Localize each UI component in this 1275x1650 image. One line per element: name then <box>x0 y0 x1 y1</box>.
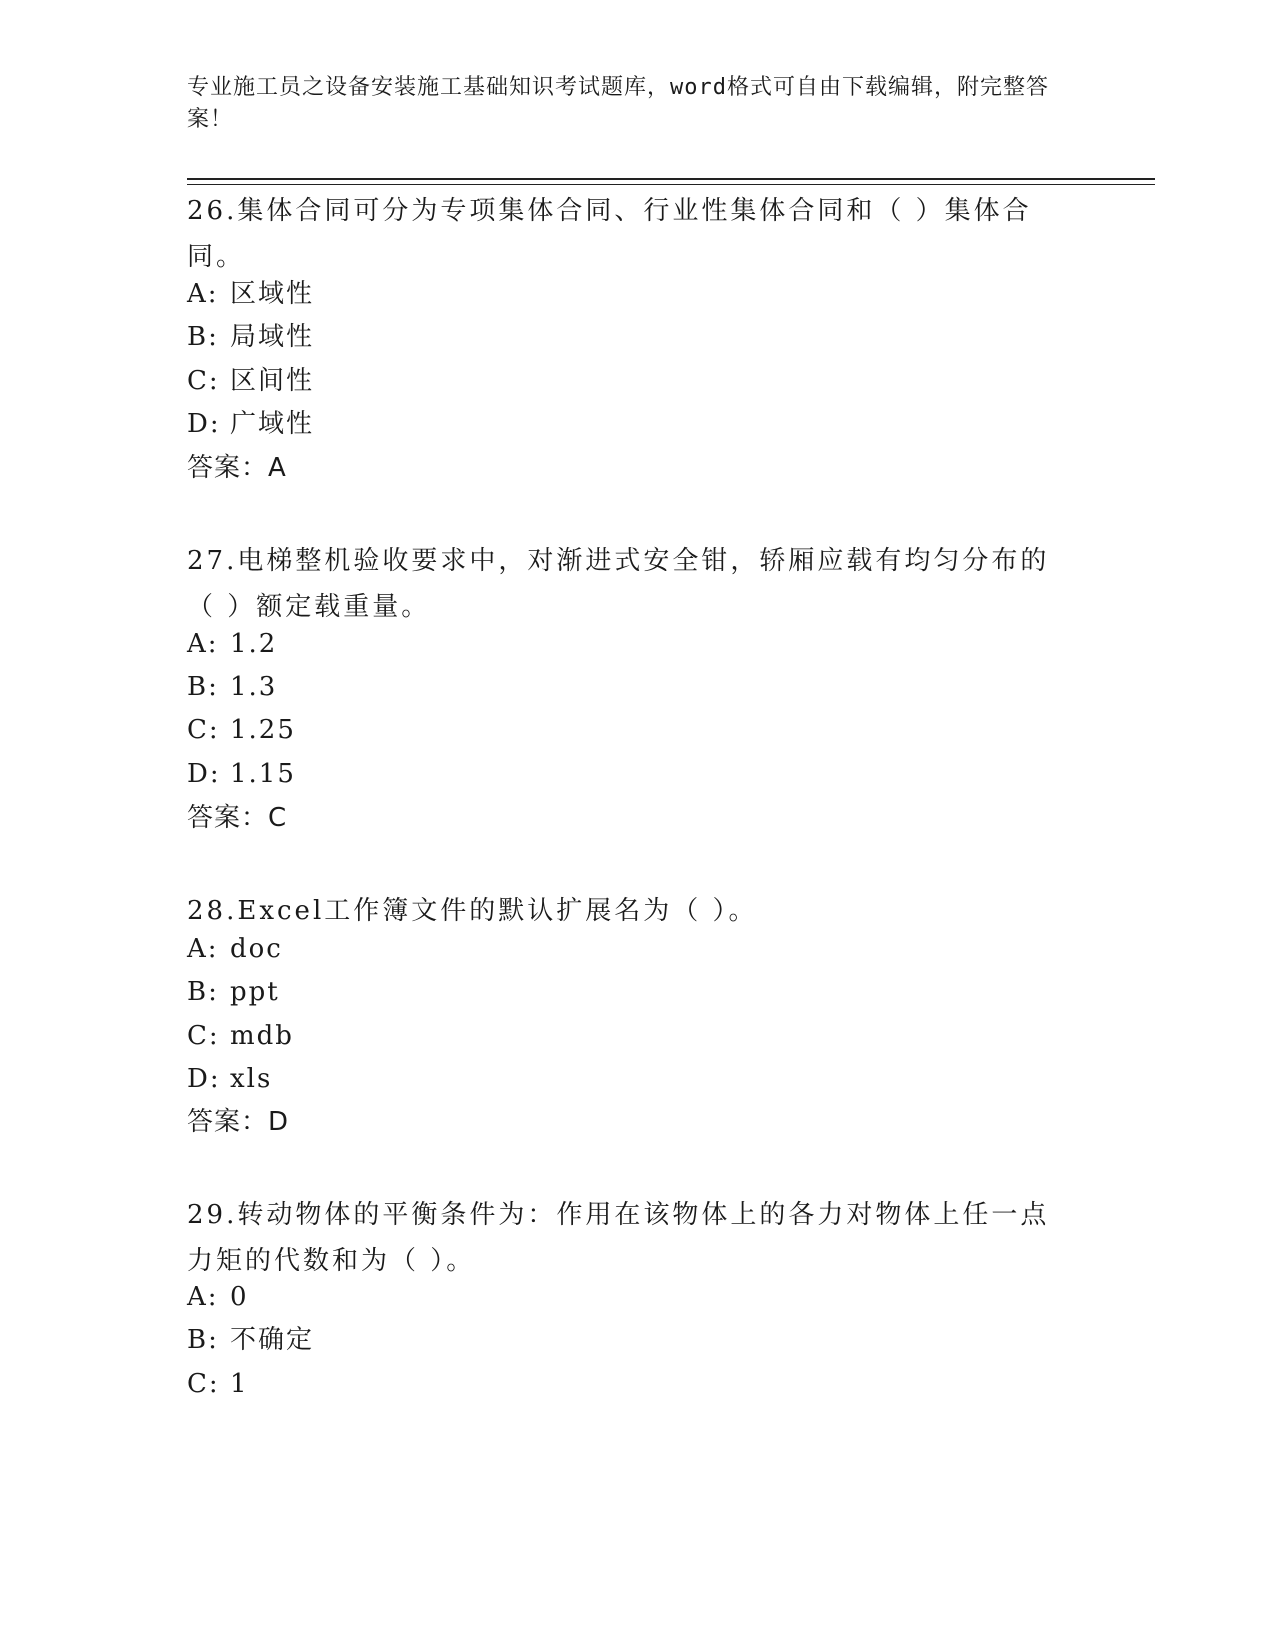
question-28-answer: 答案：D <box>187 1107 290 1137</box>
question-27-option-d <box>187 756 296 792</box>
question-27-text: 27.电梯整机验收要求中，对渐进式安全钳，轿厢应载有均匀分布的（ ）额定载重量。 <box>187 546 1050 622</box>
option-text: 1.3 <box>230 672 278 702</box>
option-label: A: <box>187 279 219 309</box>
question-26-option-a <box>187 276 314 312</box>
question-29-option-b <box>187 1322 314 1358</box>
question-27-option-a <box>187 626 277 662</box>
option-label: C: <box>187 1369 220 1399</box>
option-text: 不确定 <box>230 1325 315 1355</box>
option-label: C: <box>187 366 220 396</box>
question-29-text: 29.转动物体的平衡条件为：作用在该物体上的各力对物体上任一点力矩的代数和为（ ）。 <box>187 1200 1050 1276</box>
option-text: 0 <box>230 1282 249 1312</box>
question-26-text: 26.集体合同可分为专项集体合同、行业性集体合同和（ ）集体合同。 <box>187 196 1032 272</box>
option-label: C: <box>187 1021 220 1051</box>
option-label: B: <box>187 322 219 352</box>
option-text: ppt <box>230 977 280 1007</box>
question-27-answer: 答案：C <box>187 803 288 833</box>
option-text: xls <box>230 1064 273 1094</box>
question-28-option-c <box>187 1018 294 1054</box>
question-26-option-c <box>187 363 314 399</box>
question-28-option-b <box>187 974 280 1010</box>
option-text: 1.15 <box>230 759 296 789</box>
option-label: A: <box>187 1282 219 1312</box>
option-label: A: <box>187 934 219 964</box>
question-29-option-a <box>187 1279 249 1315</box>
option-text: doc <box>230 934 283 964</box>
option-text: 局域性 <box>230 322 315 352</box>
option-text: 1.25 <box>230 715 296 745</box>
option-text: 广域性 <box>230 409 315 439</box>
question-26-answer: 答案：A <box>187 453 287 483</box>
question-26-option-d <box>187 406 314 442</box>
option-label: B: <box>187 977 219 1007</box>
question-27-option-b <box>187 669 277 705</box>
question-28-option-a <box>187 931 283 967</box>
option-text: 1.2 <box>230 629 278 659</box>
option-label: D: <box>187 759 221 789</box>
question-28-option-d <box>187 1061 272 1097</box>
option-text: 区间性 <box>230 366 315 396</box>
document-header: 专业施工员之设备安装施工基础知识考试题库，word格式可自由下载编辑，附完整答案！ <box>187 75 1049 132</box>
question-29-option-c <box>187 1366 249 1402</box>
option-label: A: <box>187 629 219 659</box>
header-divider <box>187 178 1155 180</box>
option-label: B: <box>187 1325 219 1355</box>
option-text: 区域性 <box>230 279 315 309</box>
question-26-option-b <box>187 319 314 355</box>
option-label: D: <box>187 409 221 439</box>
question-28-text: 28.Excel工作簿文件的默认扩展名为（ ）。 <box>187 896 758 926</box>
header-divider-thin <box>187 184 1155 185</box>
option-label: B: <box>187 672 219 702</box>
option-text: mdb <box>230 1021 294 1051</box>
option-label: D: <box>187 1064 221 1094</box>
question-27-option-c <box>187 712 296 748</box>
option-text: 1 <box>230 1369 249 1399</box>
option-label: C: <box>187 715 220 745</box>
